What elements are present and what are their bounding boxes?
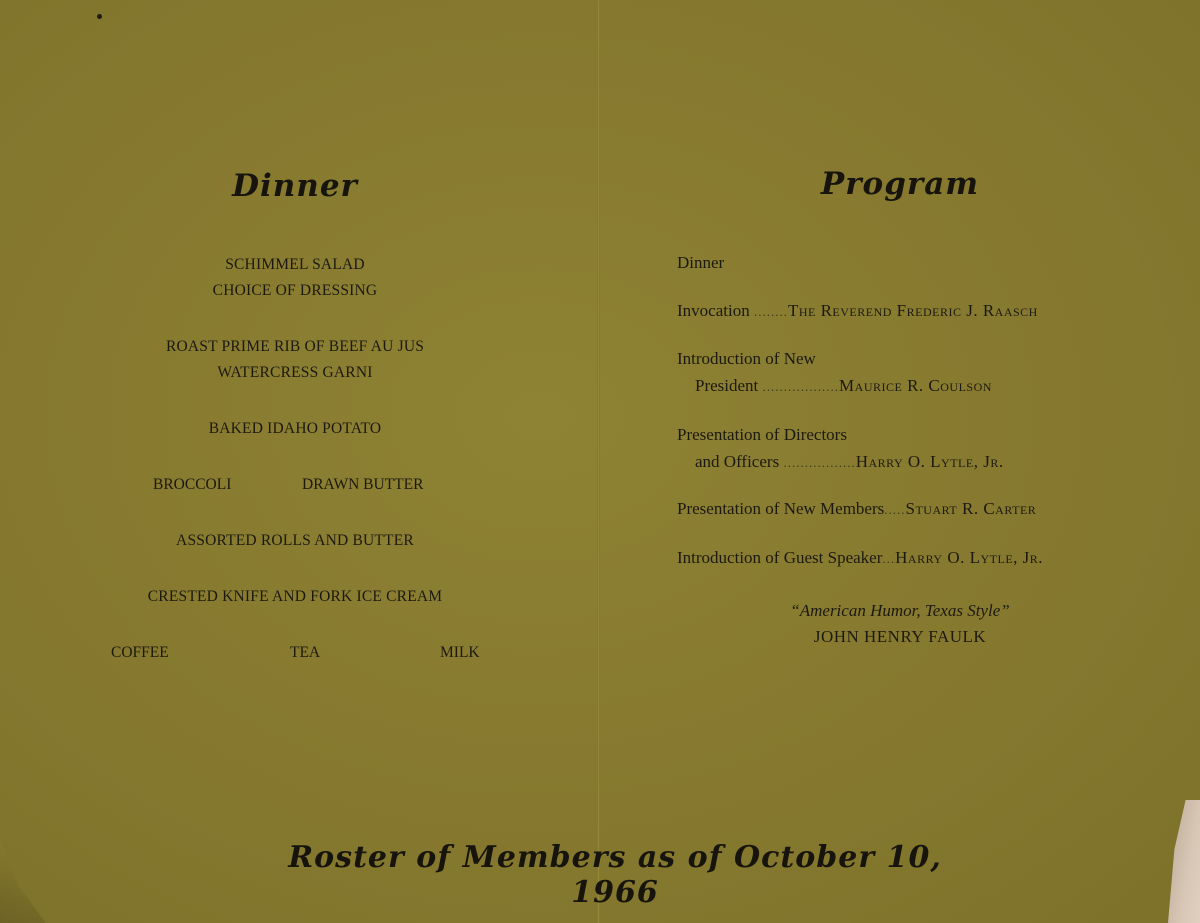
roster-heading: Roster of Members as of October 10, 1966 — [288, 840, 942, 910]
talk-title: “American Humor, Texas Style” — [790, 601, 1010, 620]
leader-dots: ..... — [884, 502, 906, 517]
program-person: Maurice R. Coulson — [839, 376, 992, 395]
program-heading: Program — [820, 166, 980, 202]
dinner-heading: Dinner — [232, 168, 358, 204]
torn-corner — [1168, 800, 1200, 923]
program-label: Presentation of Directors — [677, 425, 847, 444]
program-person: Harry O. Lytle, Jr. — [855, 452, 1004, 471]
menu-item: SCHIMMEL SALAD — [225, 256, 365, 273]
menu-item: WATERCRESS GARNI — [217, 364, 373, 381]
program-label: Invocation — [677, 301, 750, 320]
leader-dots: ................. — [783, 455, 856, 470]
menu-item: ASSORTED ROLLS AND BUTTER — [176, 532, 414, 549]
program-label: Introduction of New — [677, 349, 816, 368]
menu-item: BAKED IDAHO POTATO — [208, 420, 382, 437]
program-label: and Officers — [695, 452, 780, 471]
leader-dots: ... — [882, 551, 896, 566]
program-item-president — [695, 376, 992, 396]
program-label: Presentation of New Members — [677, 499, 885, 518]
guest-speaker: JOHN HENRY FAULK — [813, 627, 987, 646]
program-person: Harry O. Lytle, Jr. — [895, 548, 1044, 567]
program-person: Stuart R. Carter — [905, 499, 1037, 518]
program-item-directors — [695, 452, 1004, 472]
program-label: Introduction of Guest Speaker — [677, 548, 883, 567]
program-label: President — [695, 376, 759, 395]
worn-corner — [0, 840, 46, 923]
program-item-guest — [677, 548, 1043, 568]
leader-dots: .................. — [762, 379, 840, 394]
program-item-invocation — [677, 301, 1038, 321]
ink-dot — [97, 14, 102, 19]
menu-item: DRAWN BUTTER — [302, 476, 424, 493]
program-item-dinner: Dinner — [677, 253, 725, 272]
menu-item: MILK — [440, 644, 480, 661]
menu-item: ROAST PRIME RIB OF BEEF AU JUS — [165, 338, 425, 355]
leader-dots: ........ — [753, 304, 788, 319]
menu-item: CRESTED KNIFE AND FORK ICE CREAM — [147, 588, 443, 605]
program-person: The Reverend Frederic J. Raasch — [787, 301, 1038, 320]
menu-item: TEA — [290, 644, 321, 661]
menu-item: COFFEE — [111, 644, 169, 661]
program-item-members — [677, 499, 1036, 519]
center-fold — [597, 0, 600, 923]
menu-item: BROCCOLI — [153, 476, 232, 493]
menu-item: CHOICE OF DRESSING — [212, 282, 378, 299]
